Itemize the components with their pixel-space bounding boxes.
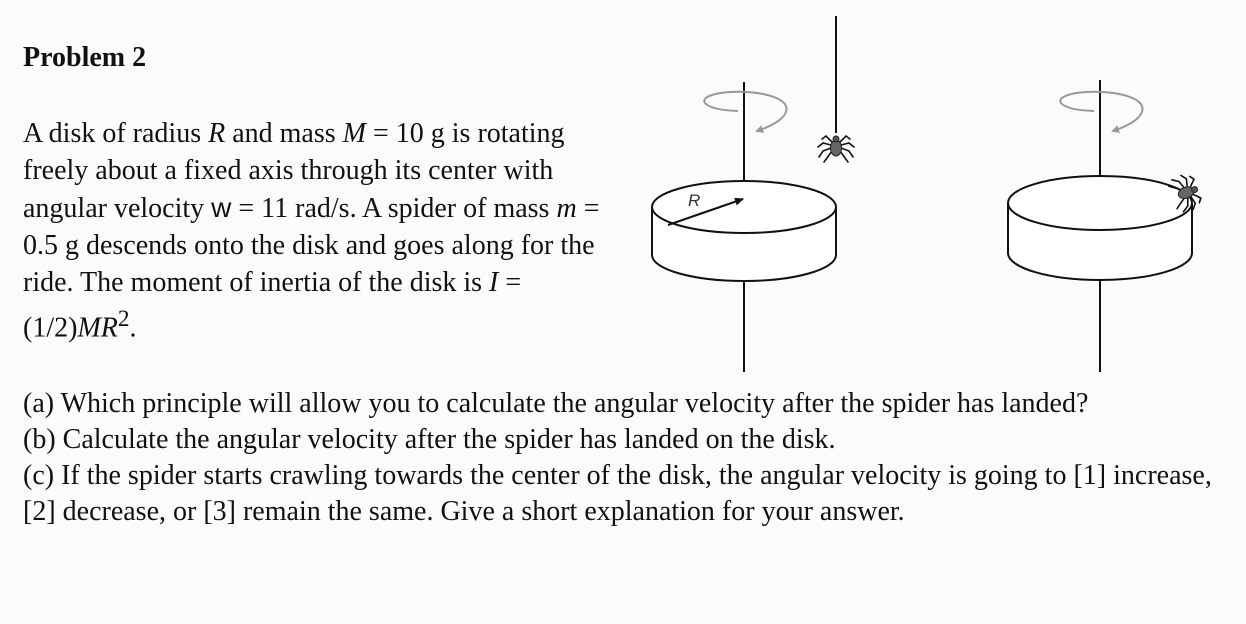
disk-top-face bbox=[652, 181, 836, 233]
spider-icon bbox=[818, 136, 854, 162]
question-a: (a) Which principle will allow you to calculate the angular velocity after the spider has landed? bbox=[23, 388, 1089, 419]
questions bbox=[23, 386, 1223, 530]
question-c: (c) If the spider starts crawling towards the center of the disk, the angular velocity is going to [1] increase, [2] decrease, or [3] remain the same. Give a short explanation for your answer. bbox=[23, 460, 1212, 527]
radius-label: R bbox=[688, 191, 701, 210]
problem-statement: A disk of radius R and mass M = 10 g is rotating freely about a fixed axis through its center with angular velocity w = 11 rad/s. A spider of mass m = 0.5 g descends onto the disk and goes along for the ride. The moment of inertia of the disk is $I = (1/2)MR^2$. bbox=[23, 118, 600, 344]
disk-after-landing bbox=[1008, 80, 1192, 372]
omega-symbol: w bbox=[211, 192, 232, 223]
disk-top-face bbox=[1008, 176, 1192, 230]
problem-title: Problem 2 bbox=[23, 42, 147, 73]
rotation-arrow-icon bbox=[704, 92, 786, 131]
question-b: (b) Calculate the angular velocity after the spider has landed on the disk. bbox=[23, 424, 836, 455]
rotation-arrow-icon bbox=[1060, 92, 1142, 131]
disk-before-landing bbox=[652, 82, 836, 372]
